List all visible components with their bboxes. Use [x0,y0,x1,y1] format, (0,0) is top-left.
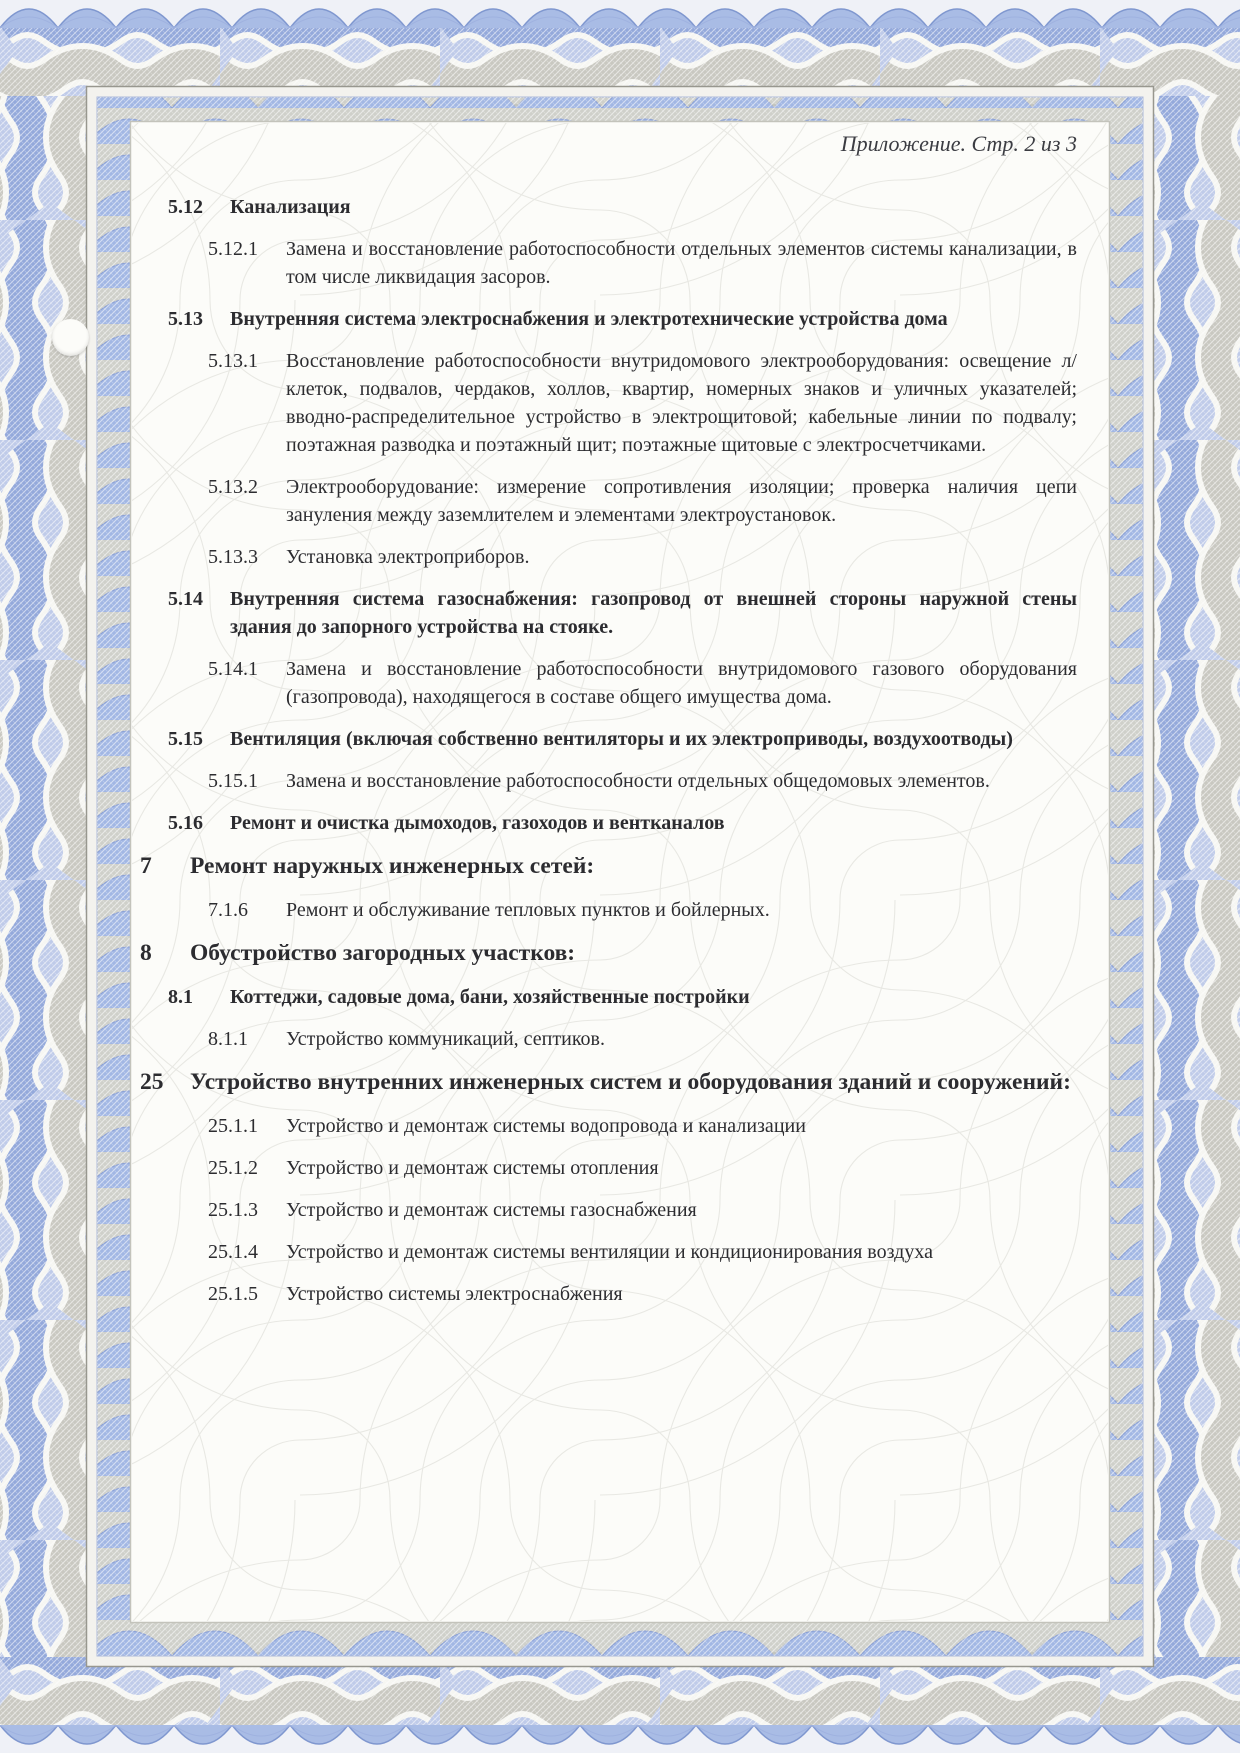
list-item [130,235,1077,291]
item-text: Устройство и демонтаж системы газоснабжения [286,1199,697,1221]
list-item [130,851,1077,882]
list-item [130,1112,1077,1140]
list-item [130,473,1077,529]
item-number: 5.13 [168,308,203,330]
item-number: 5.12 [168,196,203,218]
item-text: Устройство и демонтаж системы отопления [286,1157,659,1179]
item-number: 25.1.5 [208,1283,258,1305]
list-item [130,305,1077,333]
list-item [130,1154,1077,1182]
list-item [130,655,1077,711]
item-text: Ремонт и обслуживание тепловых пунктов и бойлерных. [286,899,770,921]
item-number: 5.15.1 [208,770,258,792]
item-text: Электрооборудование: измерение сопротивления изоляции; проверка наличия цепи зануления между заземлителем и элементами электроустановок. [286,476,1077,526]
content-panel [130,122,1110,1622]
list-item [130,938,1077,969]
page-indicator: Приложение. Стр. 2 из 3 [840,131,1077,156]
item-text: Внутренняя система газоснабжения: газопровод от внешней стороны наружной стены здания до запорного устройства на стояке. [230,588,1077,638]
item-text: Замена и восстановление работоспособности отдельных общедомовых элементов. [286,770,990,792]
item-number: 25.1.2 [208,1157,258,1179]
item-number: 8.1.1 [208,1028,248,1050]
item-number: 7.1.6 [208,899,248,921]
list-item [130,1238,1077,1266]
item-text: Обустройство загородных участков: [190,940,576,966]
list-item [130,193,1077,221]
list-item [130,809,1077,837]
item-number: 5.13.1 [208,350,258,372]
item-number: 8 [140,940,152,966]
item-number: 25 [140,1069,164,1095]
list-item [130,1025,1077,1053]
item-number: 5.15 [168,728,203,750]
item-number: 25.1.4 [208,1241,258,1263]
item-number: 5.13.2 [208,476,258,498]
list-item [130,585,1077,641]
list-item [130,983,1077,1011]
item-text: Замена и восстановление работоспособности внутридомового газового оборудования (газопровода), находящегося в составе общего имущества дома. [286,658,1077,708]
list-item [130,1280,1077,1308]
item-number: 7 [140,853,152,879]
item-text: Ремонт наружных инженерных сетей: [190,853,595,879]
list-item [130,725,1077,753]
list-item [130,347,1077,459]
item-text: Устройство внутренних инженерных систем и оборудования зданий и сооружений: [190,1069,1071,1095]
item-text: Ремонт и очистка дымоходов, газоходов и вентканалов [230,812,725,834]
list-item [130,543,1077,571]
list-item [130,1196,1077,1224]
punch-hole [52,319,89,356]
list-item [130,1067,1077,1098]
item-number: 5.14.1 [208,658,258,680]
list-item [130,896,1077,924]
item-number: 5.13.3 [208,546,258,568]
item-text: Устройство коммуникаций, септиков. [286,1028,605,1050]
item-number: 5.14 [168,588,203,610]
item-number: 5.12.1 [208,238,258,260]
item-text: Устройство системы электроснабжения [286,1283,623,1305]
item-number: 25.1.1 [208,1115,258,1137]
item-text: Устройство и демонтаж системы водопровода и канализации [286,1115,806,1137]
service-list [130,193,1077,1308]
item-number: 8.1 [168,986,193,1008]
item-text: Вентиляция (включая собственно вентиляторы и их электроприводы, воздухоотводы) [230,728,1013,750]
list-item [130,767,1077,795]
item-text: Устройство и демонтаж системы вентиляции и кондиционирования воздуха [286,1241,933,1263]
item-text: Замена и восстановление работоспособности отдельных элементов системы канализации, в том числе ликвидация засоров. [286,238,1077,288]
item-text: Внутренняя система электроснабжения и электротехнические устройства дома [230,308,948,330]
item-number: 25.1.3 [208,1199,258,1221]
item-text: Установка электроприборов. [286,546,530,568]
item-text: Канализация [230,196,351,218]
item-number: 5.16 [168,812,203,834]
item-text: Коттеджи, садовые дома, бани, хозяйственные постройки [230,986,750,1008]
item-text: Восстановление работоспособности внутридомового электрооборудования: освещение л/клеток, подвалов, чердаков, холлов, квартир, номерных знаков и уличных указателей; вводно-распределительное устройство в электрощитовой; кабельные линии по подвалу; поэтажная разводка и поэтажный щит; поэтажные щитовые с электросчетчиками. [286,350,1077,456]
